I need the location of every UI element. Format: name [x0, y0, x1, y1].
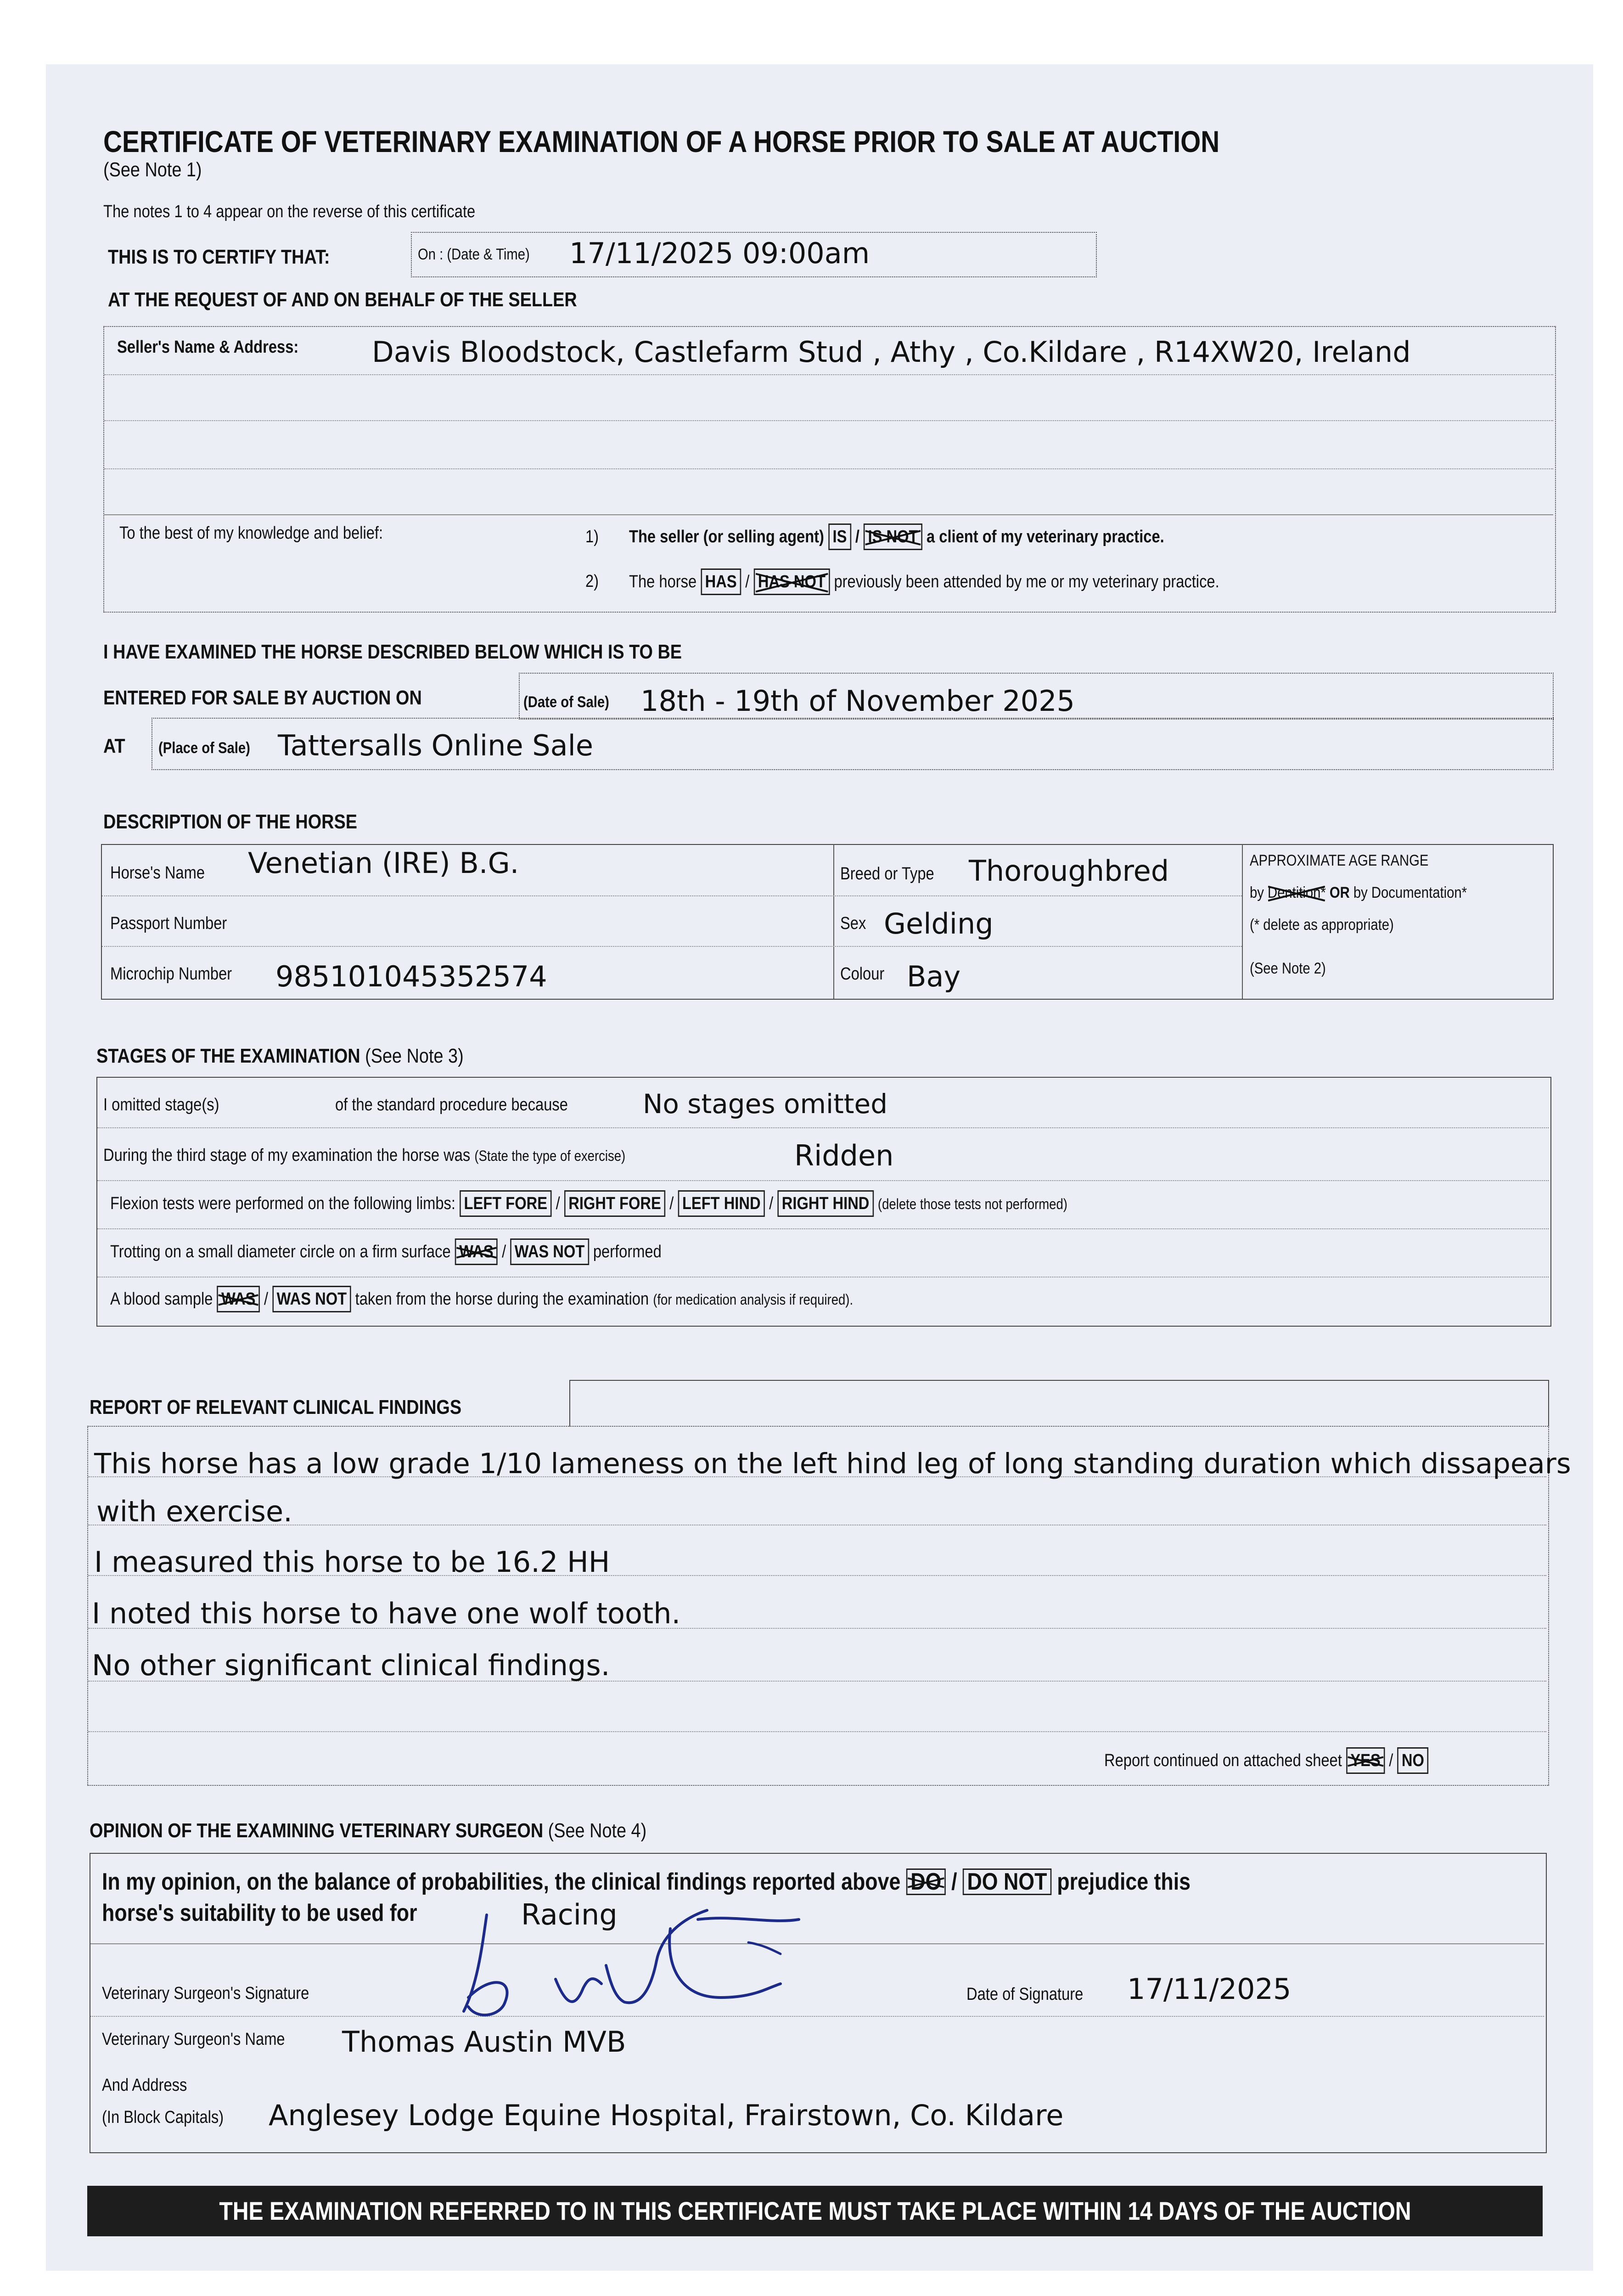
colour-label: Colour — [840, 964, 885, 984]
date-of-signature-value: 17/11/2025 — [1127, 1972, 1292, 2006]
passport-label: Passport Number — [110, 914, 227, 933]
flexion-left-hind: LEFT HIND — [678, 1190, 765, 1217]
knowledge-label: To the best of my knowledge and belief: — [119, 523, 383, 543]
item2-sep: / — [745, 572, 750, 591]
place-label: (Place of Sale) — [158, 739, 250, 757]
item2-post: previously been attended by me or my veterinary practice. — [834, 572, 1219, 591]
date-of-signature-label: Date of Signature — [966, 1985, 1084, 2004]
address-label-2: (In Block Capitals) — [102, 2108, 224, 2127]
item2-line — [629, 568, 1219, 595]
flexion-right-hind: RIGHT HIND — [777, 1190, 874, 1217]
seller-rule-1 — [104, 374, 1553, 375]
opinion-text-pre: In my opinion, on the balance of probabilities, the clinical findings reported above — [102, 1868, 901, 1895]
signature-label: Veterinary Surgeon's Signature — [102, 1984, 309, 2003]
opinion-text-line-2: horse's suitability to be used for — [102, 1900, 417, 1926]
seller-rule-4 — [104, 514, 1553, 515]
description-rule-1 — [102, 895, 1242, 896]
item2-opt-has: HAS — [701, 568, 741, 595]
stages-heading-note: (See Note 3) — [365, 1045, 464, 1067]
footer-notice-text: THE EXAMINATION REFERRED TO IN THIS CERTIFICATE MUST TAKE PLACE WITHIN 14 DAYS OF THE AUCTION — [219, 2196, 1411, 2225]
item1-post: a client of my veterinary practice. — [927, 527, 1164, 546]
surgeon-name-value: Thomas Austin MVB — [342, 2025, 626, 2059]
stages-rule-1 — [97, 1127, 1549, 1128]
on-label: On : (Date & Time) — [418, 246, 530, 263]
description-divider-2 — [1242, 844, 1243, 999]
signature-scribble — [450, 1892, 863, 2030]
age-doc: by Documentation* — [1353, 884, 1467, 901]
item1-line — [629, 523, 1164, 550]
report-continued-label: Report continued on attached sheet — [1104, 1751, 1342, 1770]
seller-label: Seller's Name & Address: — [117, 338, 299, 357]
footer-notice — [87, 2186, 1543, 2236]
horse-name-value: Venetian (IRE) B.G. — [248, 846, 519, 880]
description-divider-1 — [833, 844, 834, 999]
sale-date-label: (Date of Sale) — [523, 693, 609, 711]
report-heading: REPORT OF RELEVANT CLINICAL FINDINGS — [90, 1396, 462, 1418]
opinion-do-not: DO NOT — [963, 1868, 1051, 1895]
stages-heading-text: STAGES OF THE EXAMINATION — [96, 1045, 360, 1067]
age-by: by — [1250, 884, 1264, 901]
blood-note: (for medication analysis if required). — [653, 1291, 854, 1308]
stages-rule-2 — [97, 1180, 1549, 1181]
item2-opt-has-not: HAS NOT — [753, 568, 830, 595]
age-method-line — [1250, 884, 1467, 902]
sex-label: Sex — [840, 914, 866, 933]
item1-opt-is: IS — [828, 523, 851, 550]
opinion-use-value: Racing — [521, 1898, 618, 1931]
seller-rule-2 — [104, 420, 1553, 421]
opinion-heading-note: (See Note 4) — [548, 1819, 647, 1842]
age-delete: (* delete as appropriate) — [1250, 916, 1394, 934]
flexion-sep-2: / — [669, 1194, 674, 1213]
colour-value: Bay — [907, 960, 961, 993]
age-title: APPROXIMATE AGE RANGE — [1250, 852, 1429, 869]
trot-line — [110, 1238, 662, 1265]
item2-num: 2) — [585, 572, 599, 591]
report-line-4: I noted this horse to have one wolf tooth. — [92, 1597, 681, 1630]
flexion-label: Flexion tests were performed on the following limbs: — [110, 1194, 455, 1213]
blood-was-not: WAS NOT — [272, 1286, 351, 1312]
third-stage-line — [103, 1146, 625, 1165]
third-stage-value: Ridden — [794, 1139, 894, 1172]
omitted-label: I omitted stage(s) — [103, 1095, 219, 1114]
certify-label: THIS IS TO CERTIFY THAT: — [108, 246, 330, 268]
omitted-value: No stages omitted — [643, 1088, 888, 1120]
sex-value: Gelding — [884, 907, 994, 940]
trot-label: Trotting on a small diameter circle on a firm surface — [110, 1242, 451, 1261]
trot-was: WAS — [455, 1238, 498, 1265]
flexion-left-fore: LEFT FORE — [460, 1190, 551, 1217]
surgeon-name-label: Veterinary Surgeon's Name — [102, 2030, 285, 2049]
horse-name-label: Horse's Name — [110, 863, 205, 883]
report-continued-yes: YES — [1346, 1747, 1385, 1774]
sale-line-2: ENTERED FOR SALE BY AUCTION ON — [103, 687, 422, 709]
report-line-5: No other significant clinical findings. — [92, 1649, 610, 1682]
flexion-sep-1: / — [556, 1194, 560, 1213]
request-line: AT THE REQUEST OF AND ON BEHALF OF THE SELLER — [108, 288, 577, 311]
report-line-2: with exercise. — [96, 1495, 292, 1528]
stages-heading — [96, 1045, 464, 1068]
see-note-1: (See Note 1) — [103, 158, 202, 181]
microchip-label: Microchip Number — [110, 964, 232, 984]
blood-sep: / — [264, 1289, 269, 1309]
item2-pre: The horse — [629, 572, 697, 591]
at-label: AT — [103, 735, 125, 757]
item1-num: 1) — [585, 527, 599, 546]
flexion-note: (delete those tests not performed) — [877, 1196, 1067, 1212]
stages-rule-3 — [97, 1228, 1549, 1229]
opinion-text-post: prejudice this — [1057, 1868, 1191, 1895]
third-stage-sub: (State the type of exercise) — [474, 1148, 626, 1164]
age-note: (See Note 2) — [1250, 960, 1326, 977]
flexion-line — [110, 1190, 1067, 1217]
sale-line-1: I HAVE EXAMINED THE HORSE DESCRIBED BELOW WHICH IS TO BE — [103, 641, 682, 663]
opinion-sep: / — [951, 1868, 957, 1895]
datetime-value: 17/11/2025 09:00am — [569, 236, 870, 270]
microchip-value: 985101045352574 — [275, 960, 547, 993]
report-heading-box — [569, 1380, 1549, 1427]
blood-line — [110, 1286, 853, 1312]
report-continued — [1104, 1747, 1428, 1774]
omitted-mid: of the standard procedure because — [335, 1095, 568, 1114]
sale-date-value: 18th - 19th of November 2025 — [640, 684, 1075, 718]
item1-sep: / — [855, 527, 859, 546]
address-label-1: And Address — [102, 2076, 187, 2095]
report-line-1: This horse has a low grade 1/10 lameness on the left hind leg of long standing duration which dissapears — [94, 1447, 1571, 1480]
report-line-3: I measured this horse to be 16.2 HH — [94, 1545, 610, 1579]
description-rule-2 — [102, 946, 1242, 947]
opinion-text-line-1 — [102, 1868, 1191, 1896]
certificate-title: CERTIFICATE OF VETERINARY EXAMINATION OF A HORSE PRIOR TO SALE AT AUCTION — [103, 124, 1220, 158]
trot-was-not: WAS NOT — [510, 1238, 589, 1265]
address-value: Anglesey Lodge Equine Hospital, Frairstown, Co. Kildare — [269, 2099, 1064, 2132]
seller-rule-3 — [104, 468, 1553, 469]
trot-post: performed — [593, 1242, 662, 1261]
age-or: OR — [1329, 884, 1350, 901]
place-value: Tattersalls Online Sale — [278, 729, 594, 762]
age-dentition: Dentition* — [1268, 884, 1326, 901]
item1-opt-is-not: IS NOT — [864, 523, 922, 550]
flexion-right-fore: RIGHT FORE — [564, 1190, 665, 1217]
opinion-heading — [90, 1819, 646, 1842]
notes-line: The notes 1 to 4 appear on the reverse of this certificate — [103, 202, 476, 221]
breed-value: Thoroughbred — [969, 854, 1169, 888]
description-heading: DESCRIPTION OF THE HORSE — [103, 810, 357, 833]
breed-label: Breed or Type — [840, 864, 934, 884]
opinion-heading-text: OPINION OF THE EXAMINING VETERINARY SURGEON — [90, 1819, 544, 1842]
seller-value: Davis Bloodstock, Castlefarm Stud , Athy , Co.Kildare , R14XW20, Ireland — [372, 335, 1411, 369]
opinion-do: DO — [906, 1868, 946, 1895]
blood-label: A blood sample — [110, 1289, 213, 1309]
trot-sep: / — [502, 1242, 506, 1261]
report-rule-6 — [88, 1731, 1546, 1732]
blood-post: taken from the horse during the examination — [355, 1289, 649, 1309]
item1-pre: The seller (or selling agent) — [629, 527, 824, 546]
report-continued-no: NO — [1397, 1747, 1428, 1774]
report-continued-sep: / — [1389, 1751, 1393, 1770]
flexion-sep-3: / — [769, 1194, 774, 1213]
blood-was: WAS — [217, 1286, 260, 1312]
third-stage-label: During the third stage of my examination the horse was — [103, 1146, 471, 1165]
